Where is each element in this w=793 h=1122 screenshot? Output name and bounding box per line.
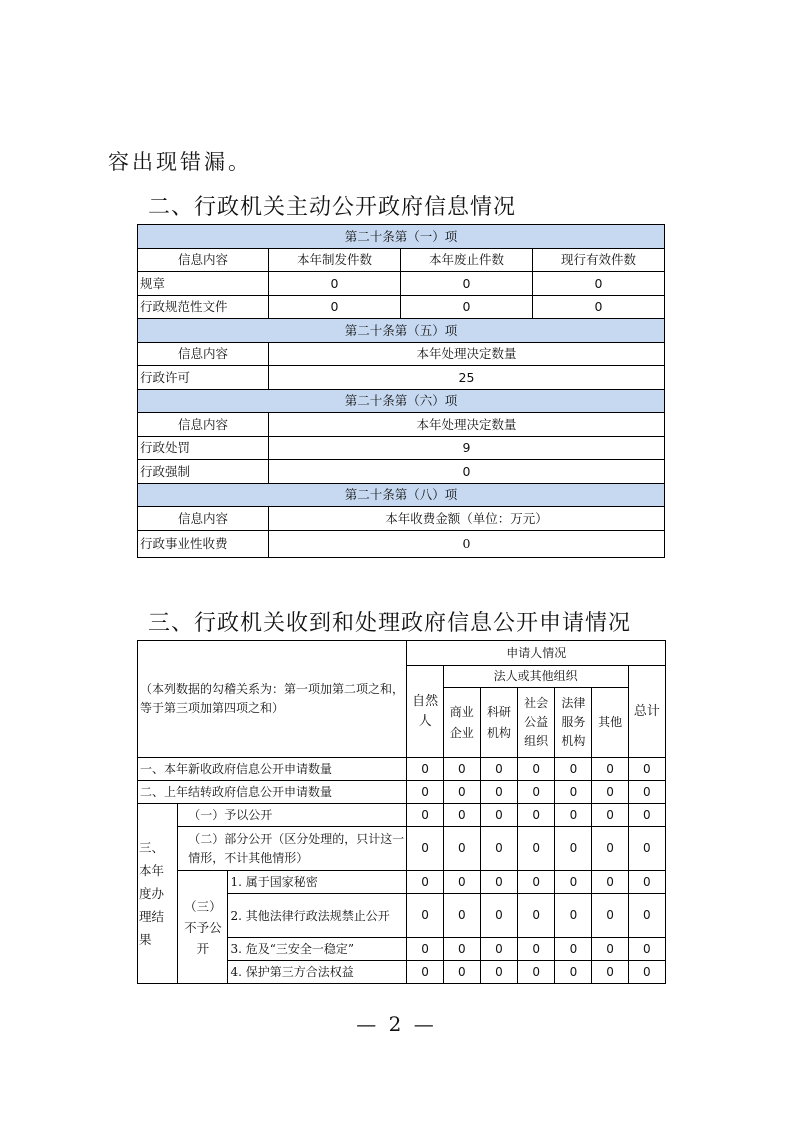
table-header-row bbox=[138, 342, 665, 366]
page-number: — 2 — bbox=[356, 1012, 437, 1036]
table-cell: 0 bbox=[592, 938, 628, 961]
row-label: 行政规范性文件 bbox=[138, 295, 269, 319]
table-row bbox=[138, 272, 665, 296]
result-group-label: 三、本年度办理结果 bbox=[138, 804, 178, 984]
section-title: 第二十条第（八）项 bbox=[138, 483, 665, 507]
table-cell: 0 bbox=[269, 272, 401, 296]
table-cell: 0 bbox=[555, 894, 592, 938]
column-header: 本年处理决定数量 bbox=[269, 342, 665, 366]
table-cell: 0 bbox=[518, 804, 555, 827]
table-cell: 0 bbox=[592, 894, 628, 938]
table-cell: 0 bbox=[480, 871, 517, 894]
table-cell: 0 bbox=[533, 272, 665, 296]
table-row bbox=[138, 366, 665, 390]
table-header-row bbox=[138, 413, 665, 437]
row-label: 3. 危及“三安全一稳定” bbox=[228, 938, 407, 961]
table-cell: 0 bbox=[269, 295, 401, 319]
table-cell: 9 bbox=[269, 436, 665, 460]
table-cell: 0 bbox=[518, 827, 555, 871]
column-header: 其他 bbox=[592, 688, 628, 758]
table-cell: 0 bbox=[443, 758, 480, 781]
column-header: 法人或其他组织 bbox=[443, 666, 628, 688]
table-cell: 0 bbox=[443, 961, 480, 984]
table-row bbox=[138, 781, 666, 804]
table-row bbox=[138, 804, 666, 827]
table-cell: 0 bbox=[407, 938, 443, 961]
column-header: 总计 bbox=[628, 666, 665, 758]
row-label: 行政强制 bbox=[138, 460, 269, 484]
table-cell: 0 bbox=[443, 804, 480, 827]
table-cell: 0 bbox=[407, 827, 443, 871]
row-label: 行政处罚 bbox=[138, 436, 269, 460]
table-row bbox=[138, 436, 665, 460]
table-cell: 0 bbox=[407, 871, 443, 894]
section-title: 第二十条第（五）项 bbox=[138, 319, 665, 343]
column-header: 自然人 bbox=[407, 666, 443, 758]
table-cell: 0 bbox=[407, 758, 443, 781]
table-cell: 0 bbox=[401, 295, 533, 319]
table-row bbox=[138, 827, 666, 871]
table-cell: 0 bbox=[480, 938, 517, 961]
table-cell: 0 bbox=[401, 272, 533, 296]
lead-paragraph-tail: 容出现错漏。 bbox=[108, 150, 252, 174]
row-label: 4. 保护第三方合法权益 bbox=[228, 961, 407, 984]
section2-heading: 二、行政机关主动公开政府信息情况 bbox=[148, 195, 517, 220]
proactive-disclosure-table bbox=[137, 224, 665, 558]
table-row bbox=[138, 530, 665, 557]
table-cell: 0 bbox=[592, 871, 628, 894]
row-label: 行政许可 bbox=[138, 366, 269, 390]
table-note: （本列数据的勾稽关系为：第一项加第二项之和，等于第三项加第四项之和） bbox=[138, 641, 407, 758]
table-cell: 0 bbox=[407, 894, 443, 938]
table-cell: 0 bbox=[518, 781, 555, 804]
table-header-row bbox=[138, 507, 665, 531]
table-cell: 0 bbox=[628, 894, 665, 938]
column-header: 科研机构 bbox=[480, 688, 517, 758]
table-cell: 0 bbox=[555, 938, 592, 961]
table-cell: 0 bbox=[443, 827, 480, 871]
table-cell: 0 bbox=[407, 961, 443, 984]
table-cell: 0 bbox=[518, 961, 555, 984]
table-cell: 0 bbox=[628, 781, 665, 804]
section-title: 第二十条第（一）项 bbox=[138, 225, 665, 249]
column-header: 社会公益组织 bbox=[518, 688, 555, 758]
section-title: 第二十条第（六）项 bbox=[138, 389, 665, 413]
table-cell: 0 bbox=[555, 827, 592, 871]
table-cell: 0 bbox=[480, 781, 517, 804]
row-label: 规章 bbox=[138, 272, 269, 296]
table-cell: 0 bbox=[269, 460, 665, 484]
table-header-row bbox=[138, 248, 665, 272]
table-cell: 0 bbox=[628, 827, 665, 871]
column-header: 信息内容 bbox=[138, 413, 269, 437]
column-header: 信息内容 bbox=[138, 342, 269, 366]
column-header: 本年废止件数 bbox=[401, 248, 533, 272]
table-cell: 0 bbox=[628, 871, 665, 894]
table-cell: 0 bbox=[628, 804, 665, 827]
table-header-row bbox=[138, 641, 666, 666]
row-label: 行政事业性收费 bbox=[138, 530, 269, 557]
table-cell: 0 bbox=[443, 781, 480, 804]
column-header: 本年处理决定数量 bbox=[269, 413, 665, 437]
row-label: 一、本年新收政府信息公开申请数量 bbox=[138, 758, 407, 781]
table-section-header bbox=[138, 225, 665, 249]
table-cell: 0 bbox=[555, 804, 592, 827]
table-cell: 0 bbox=[443, 894, 480, 938]
table-cell: 0 bbox=[269, 530, 665, 557]
column-header: 本年制发件数 bbox=[269, 248, 401, 272]
table-cell: 0 bbox=[480, 758, 517, 781]
table-cell: 0 bbox=[518, 871, 555, 894]
table-cell: 0 bbox=[480, 827, 517, 871]
table-section-header bbox=[138, 389, 665, 413]
table-row bbox=[138, 295, 665, 319]
table-cell: 0 bbox=[407, 781, 443, 804]
table-cell: 0 bbox=[628, 961, 665, 984]
column-header: 申请人情况 bbox=[407, 641, 666, 666]
table-cell: 0 bbox=[628, 758, 665, 781]
column-header: 信息内容 bbox=[138, 507, 269, 531]
row-label: 二、上年结转政府信息公开申请数量 bbox=[138, 781, 407, 804]
table-cell: 0 bbox=[518, 894, 555, 938]
table-cell: 0 bbox=[480, 804, 517, 827]
section3-heading: 三、行政机关收到和处理政府信息公开申请情况 bbox=[148, 611, 632, 636]
row-label: （二）部分公开（区分处理的，只计这一情形，不计其他情形） bbox=[178, 827, 407, 871]
table-cell: 0 bbox=[592, 758, 628, 781]
table-section-header bbox=[138, 483, 665, 507]
table-cell: 0 bbox=[533, 295, 665, 319]
table-cell: 0 bbox=[480, 961, 517, 984]
table-cell: 0 bbox=[480, 894, 517, 938]
table-cell: 0 bbox=[443, 871, 480, 894]
table-section-header bbox=[138, 319, 665, 343]
table-cell: 0 bbox=[555, 961, 592, 984]
table-cell: 0 bbox=[592, 804, 628, 827]
table-cell: 0 bbox=[555, 781, 592, 804]
column-header: 法律服务机构 bbox=[555, 688, 592, 758]
table-cell: 0 bbox=[407, 804, 443, 827]
table-cell: 0 bbox=[555, 758, 592, 781]
row-label: 1. 属于国家秘密 bbox=[228, 871, 407, 894]
table-cell: 0 bbox=[592, 961, 628, 984]
table-cell: 0 bbox=[628, 938, 665, 961]
table-row bbox=[138, 758, 666, 781]
column-header: 信息内容 bbox=[138, 248, 269, 272]
application-handling-table bbox=[137, 640, 666, 984]
row-label: 2. 其他法律行政法规禁止公开 bbox=[228, 894, 407, 938]
column-header: 现行有效件数 bbox=[533, 248, 665, 272]
table-cell: 0 bbox=[518, 758, 555, 781]
not-open-group-label: （三）不予公开 bbox=[178, 871, 228, 984]
table-cell: 25 bbox=[269, 366, 665, 390]
table-row bbox=[138, 871, 666, 894]
row-label: （一）予以公开 bbox=[178, 804, 407, 827]
column-header: 本年收费金额（单位：万元） bbox=[269, 507, 665, 531]
table-cell: 0 bbox=[592, 781, 628, 804]
table-cell: 0 bbox=[443, 938, 480, 961]
table-cell: 0 bbox=[555, 871, 592, 894]
column-header: 商业企业 bbox=[443, 688, 480, 758]
table-cell: 0 bbox=[518, 938, 555, 961]
table-row bbox=[138, 460, 665, 484]
table-cell: 0 bbox=[592, 827, 628, 871]
